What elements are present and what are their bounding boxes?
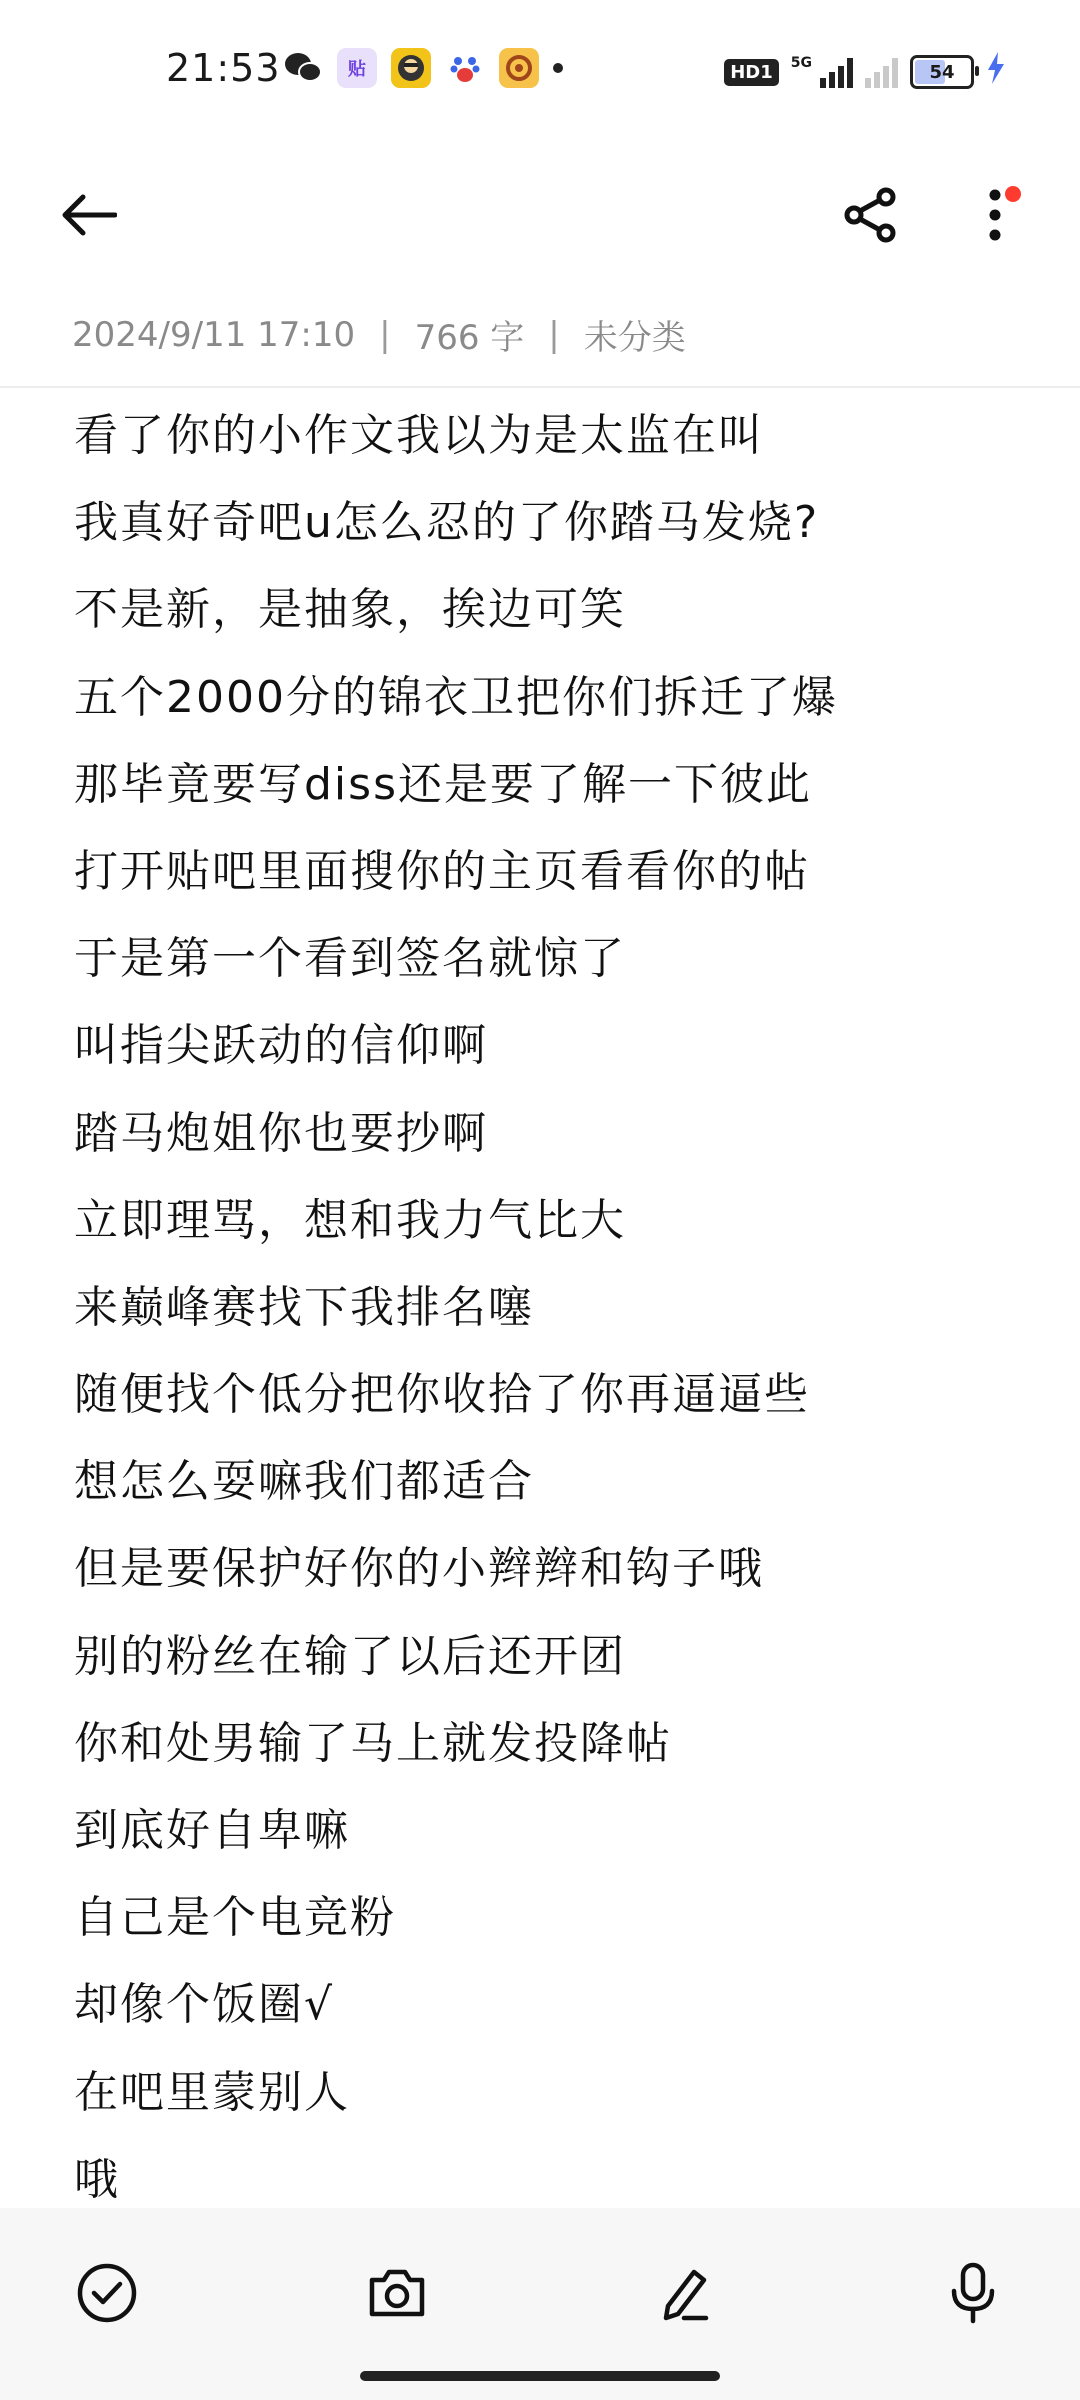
note-line: 五个2000分的锦衣卫把你们拆迁了爆 [74, 671, 838, 723]
notification-badge [1005, 186, 1021, 202]
note-line: 别的粉丝在输了以后还开团 [74, 1630, 626, 1682]
notification-icons [283, 48, 563, 88]
note-line: 叫指尖跃动的信仰啊 [74, 1020, 488, 1072]
note-line: 哦 [74, 2153, 120, 2205]
meta-separator: | [548, 314, 560, 355]
home-indicator[interactable] [360, 2371, 720, 2381]
app-bar [0, 150, 1080, 280]
note-line: 自己是个电竞粉 [74, 1892, 396, 1944]
more-notifications-dot [553, 63, 563, 73]
camera-icon [366, 2266, 428, 2320]
note-line: 打开贴吧里面搜你的主页看看你的帖 [74, 845, 810, 897]
note-line: 到底好自卑嘛 [74, 1805, 350, 1856]
checklist-button[interactable] [62, 2248, 152, 2338]
signal-icon [820, 56, 853, 88]
more-vertical-icon [988, 188, 1002, 242]
charging-icon [986, 52, 1006, 92]
note-date: 2024/9/11 17:10 [72, 314, 356, 355]
note-word-count: 766 字 [414, 318, 525, 358]
tieba-glyph: 贴 [348, 59, 366, 80]
back-button[interactable] [48, 180, 128, 250]
note-line: 我真好奇吧u怎么忍的了你踏马发烧? [74, 497, 820, 549]
mic-icon [948, 2261, 998, 2325]
wechat-icon [283, 48, 323, 88]
note-meta [72, 310, 686, 359]
status-bar [0, 0, 1080, 140]
note-line: 却像个饭圈√ [74, 1979, 335, 2031]
note-line: 踏马炮姐你也要抄啊 [74, 1107, 488, 1159]
system-icons [724, 52, 1006, 92]
note-line: 但是要保护好你的小辫辫和钩子哦 [74, 1543, 764, 1595]
note-line: 随便找个低分把你收拾了你再逼逼些 [74, 1369, 810, 1421]
hd-voice-icon: HD1 [724, 59, 779, 86]
note-line: 在吧里蒙别人 [74, 2066, 350, 2118]
tieba-icon [337, 48, 377, 88]
note-line: 看了你的小作文我以为是太监在叫 [74, 410, 764, 461]
note-line: 来巅峰赛找下我排名噻 [74, 1281, 534, 1333]
camera-button[interactable] [352, 2248, 442, 2338]
arrow-left-icon [59, 193, 117, 237]
status-time: 21:53 [166, 46, 281, 90]
note-line: 想怎么耍嘛我们都适合 [74, 1456, 534, 1508]
note-line: 于是第一个看到签名就惊了 [74, 933, 626, 985]
note-line: 不是新，是抽象，挨边可笑 [74, 584, 626, 636]
battery-icon [910, 55, 974, 89]
share-icon [842, 187, 898, 243]
note-line: 那毕竟要写diss还是要了解一下彼此 [74, 758, 813, 810]
baidu-icon [445, 48, 485, 88]
divider [0, 386, 1080, 388]
bottom-toolbar [0, 2208, 1080, 2400]
note-line: 立即理骂，想和我力气比大 [74, 1194, 626, 1246]
game-icon [391, 48, 431, 88]
share-button[interactable] [830, 180, 910, 250]
note-body[interactable] [74, 392, 1034, 2223]
pen-icon [654, 2262, 716, 2324]
battery-level: 54 [929, 61, 955, 83]
signal-weak-icon [865, 56, 898, 88]
more-options-button[interactable] [955, 180, 1035, 250]
network-type: 5G [790, 55, 812, 71]
note-line: 你和处男输了马上就发投降帖 [74, 1717, 672, 1769]
meta-separator: | [379, 314, 391, 355]
game-icon [499, 48, 539, 88]
checklist-icon [75, 2261, 139, 2325]
voice-input-button[interactable] [928, 2248, 1018, 2338]
handwriting-button[interactable] [640, 2248, 730, 2338]
note-category[interactable]: 未分类 [583, 318, 686, 358]
